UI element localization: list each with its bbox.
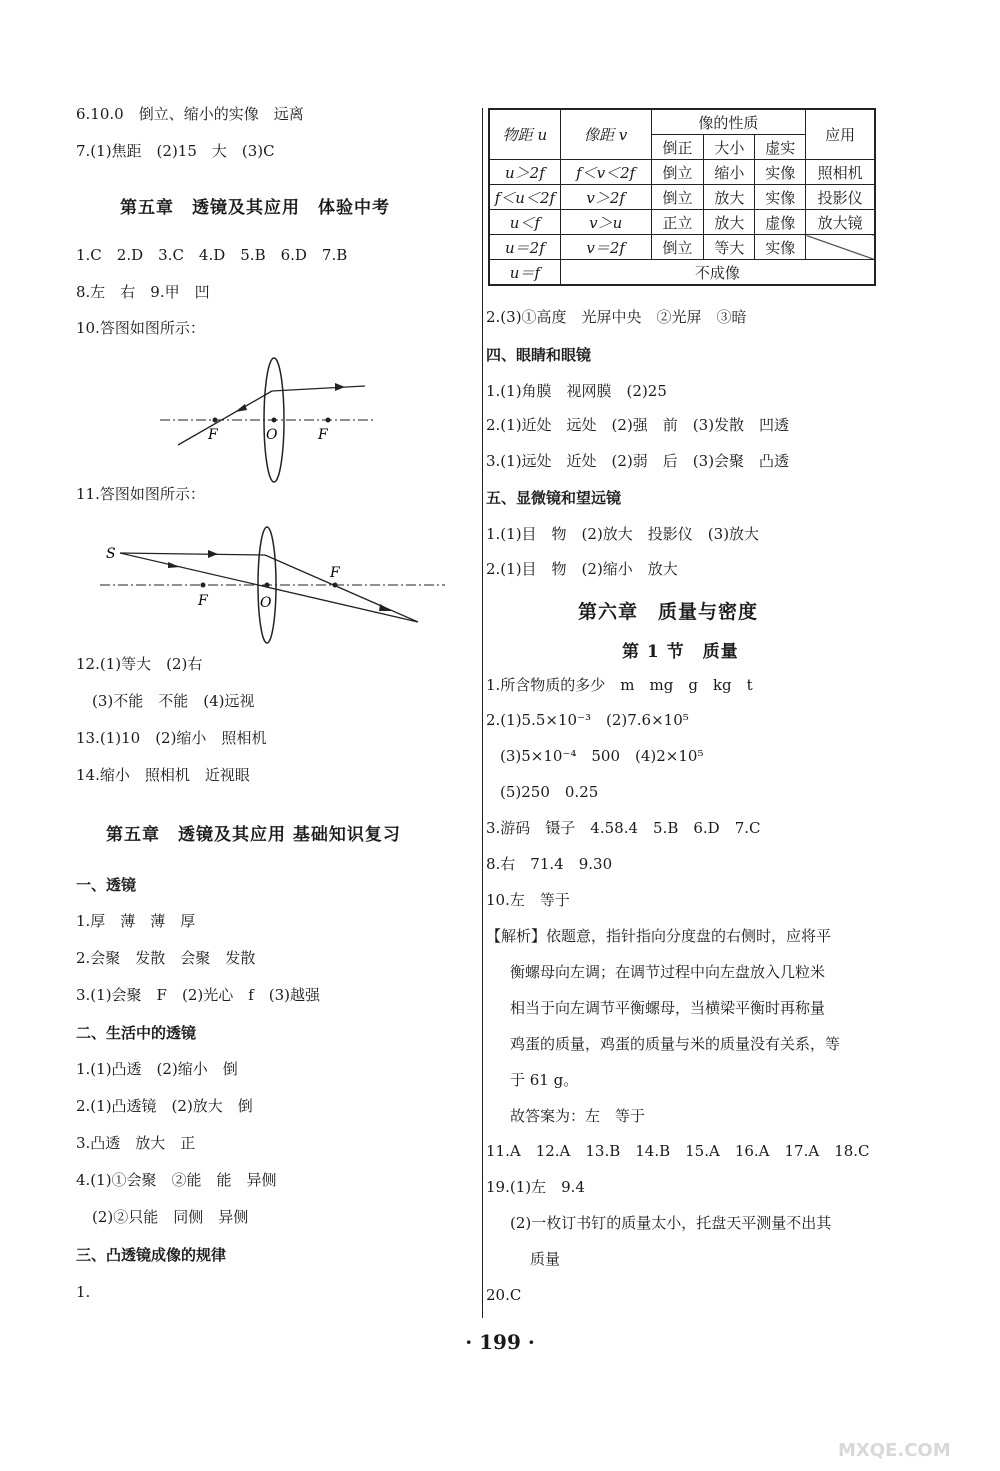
- table-subheader: 倒正: [651, 135, 704, 160]
- answer-line: 1.C 2.D 3.C 4.D 5.B 6.D 7.B: [76, 246, 348, 264]
- analysis-line: 于 61 g。: [510, 1071, 579, 1089]
- answer-line: 1.(1)角膜 视网膜 (2)25: [486, 382, 667, 400]
- answer-line: 3.(1)远处 近处 (2)弱 后 (3)会聚 凸透: [486, 452, 790, 470]
- chapter-heading: 第六章 质量与密度: [578, 601, 759, 623]
- table-cell: v＝2f: [560, 235, 651, 260]
- column-divider: [482, 108, 483, 1318]
- answer-line: (3)5×10⁻⁴ 500 (4)2×10⁵: [500, 747, 704, 765]
- analysis-line: 相当于向左调节平衡螺母，当横梁平衡时再称量: [510, 999, 826, 1017]
- watermark: MXQE.COM: [838, 1440, 951, 1461]
- answer-line: 质量: [530, 1250, 561, 1268]
- table-cell: f＜v＜2f: [560, 160, 651, 185]
- optical-center-label: O: [266, 427, 278, 443]
- answer-line: 14.缩小 照相机 近视眼: [76, 766, 250, 784]
- table-header: 应用: [806, 109, 875, 160]
- table-row: [489, 160, 875, 185]
- answer-line: 11.答图如图所示：: [76, 485, 205, 503]
- table-cell: 虚像: [755, 210, 806, 235]
- table-cell: 倒立: [651, 160, 704, 185]
- imaging-rules-table: [488, 108, 876, 286]
- table-cell: 照相机: [806, 160, 875, 185]
- table-cell: 实像: [755, 185, 806, 210]
- answer-line: 3.凸透 放大 正: [76, 1134, 196, 1152]
- table-cell: 放大: [704, 185, 755, 210]
- analysis-line: 故答案为：左 等于: [510, 1107, 646, 1125]
- table-cell: 不成像: [560, 260, 875, 286]
- answer-line: 2.(1)5.5×10⁻³ (2)7.6×10⁵: [486, 711, 689, 729]
- section-heading: 五、显微镜和望远镜: [486, 489, 622, 507]
- table-cell: u＞2f: [489, 160, 560, 185]
- table-header: 物距 u: [489, 109, 560, 160]
- table-cell: 实像: [755, 160, 806, 185]
- page-number: · 199 ·: [465, 1330, 535, 1354]
- answer-line: 2.(1)凸透镜 (2)放大 倒: [76, 1097, 253, 1115]
- table-cell: 实像: [755, 235, 806, 260]
- table-subheader: 大小: [704, 135, 755, 160]
- answer-line: 1.厚 薄 薄 厚: [76, 912, 196, 930]
- answer-line: 1.(1)目 物 (2)放大 投影仪 (3)放大: [486, 525, 760, 543]
- table-cell: u＝2f: [489, 235, 560, 260]
- table-cell: 放大镜: [806, 210, 875, 235]
- answer-line: 2.(1)目 物 (2)缩小 放大: [486, 560, 678, 578]
- empty-diagonal-cell: [806, 235, 875, 260]
- table-row: [489, 185, 875, 210]
- lens-diagram-2: [100, 525, 450, 650]
- answer-line: 8.右 71.4 9.30: [486, 855, 613, 873]
- answer-line: 6.10.0 倒立、缩小的实像 远离: [76, 105, 304, 123]
- answer-line: 3.游码 镊子 4.58.4 5.B 6.D 7.C: [486, 819, 761, 837]
- table-cell: v＞2f: [560, 185, 651, 210]
- table-cell: 投影仪: [806, 185, 875, 210]
- table-cell: f＜u＜2f: [489, 185, 560, 210]
- section-title: 第 1 节 质量: [622, 642, 739, 662]
- focus-label: F: [208, 427, 218, 443]
- table-row: [489, 260, 875, 286]
- answer-line: 2.(1)近处 远处 (2)强 前 (3)发散 凹透: [486, 416, 790, 434]
- answer-line: 13.(1)10 (2)缩小 照相机: [76, 729, 267, 747]
- lens-diagram-1: [150, 355, 380, 485]
- answer-line: 7.(1)焦距 (2)15 大 (3)C: [76, 142, 275, 160]
- answer-line: 2.会聚 发散 会聚 发散: [76, 949, 256, 967]
- table-cell: 正立: [651, 210, 704, 235]
- section-heading: 四、眼睛和眼镜: [486, 346, 592, 364]
- chapter-heading: 第五章 透镜及其应用 体验中考: [120, 198, 390, 218]
- answer-line: 2.(3)①高度 光屏中央 ②光屏 ③暗: [486, 308, 747, 326]
- section-heading: 二、生活中的透镜: [76, 1024, 197, 1042]
- answer-line: (2)②只能 同侧 异侧: [92, 1208, 249, 1226]
- answer-line: 10.答图如图所示：: [76, 319, 205, 337]
- focus-label: F: [318, 427, 328, 443]
- table-cell: 倒立: [651, 185, 704, 210]
- analysis-line: 【解析】依题意，指针指向分度盘的右侧时，应将平: [486, 927, 832, 945]
- analysis-line: 衡螺母向左调；在调节过程中向左盘放入几粒米: [510, 963, 826, 981]
- table-cell: 倒立: [651, 235, 704, 260]
- table-cell: u＝f: [489, 260, 560, 286]
- section-heading: 三、凸透镜成像的规律: [76, 1246, 227, 1264]
- answer-line: 4.(1)①会聚 ②能 能 异侧: [76, 1171, 277, 1189]
- answer-line: 8.左 右 9.甲 凹: [76, 283, 210, 301]
- answer-line: 19.(1)左 9.4: [486, 1178, 585, 1196]
- table-cell: v＞u: [560, 210, 651, 235]
- table-subheader: 虚实: [755, 135, 806, 160]
- table-row: [489, 210, 875, 235]
- answer-line: 1.所含物质的多少 m mg g kg t: [486, 676, 753, 694]
- answer-line: (2)一枚订书钉的质量太小，托盘天平测量不出其: [510, 1214, 832, 1232]
- table-cell: 缩小: [704, 160, 755, 185]
- table-row: [489, 235, 875, 260]
- source-label: S: [106, 546, 116, 562]
- answer-line: 12.(1)等大 (2)右: [76, 655, 203, 673]
- answer-line: 20.C: [486, 1286, 522, 1304]
- table-cell: 放大: [704, 210, 755, 235]
- answer-line: 1.: [76, 1283, 91, 1301]
- section-heading: 一、透镜: [76, 876, 137, 894]
- focus-label: F: [330, 565, 340, 581]
- answer-line: (5)250 0.25: [500, 783, 599, 801]
- answer-line: (3)不能 不能 (4)远视: [92, 692, 255, 710]
- answer-line: 11.A 12.A 13.B 14.B 15.A 16.A 17.A 18.C: [486, 1142, 870, 1160]
- optical-center-label: O: [260, 595, 272, 611]
- table-cell: 等大: [704, 235, 755, 260]
- table-cell: u＜f: [489, 210, 560, 235]
- analysis-line: 鸡蛋的质量，鸡蛋的质量与米的质量没有关系，等: [510, 1035, 841, 1053]
- chapter-heading: 第五章 透镜及其应用 基础知识复习: [106, 825, 401, 845]
- table-header: 像距 v: [560, 109, 651, 160]
- table-header: 像的性质: [651, 109, 806, 135]
- focus-label: F: [198, 593, 208, 609]
- answer-line: 1.(1)凸透 (2)缩小 倒: [76, 1060, 238, 1078]
- answer-line: 10.左 等于: [486, 891, 570, 909]
- answer-line: 3.(1)会聚 F (2)光心 f (3)越强: [76, 986, 321, 1004]
